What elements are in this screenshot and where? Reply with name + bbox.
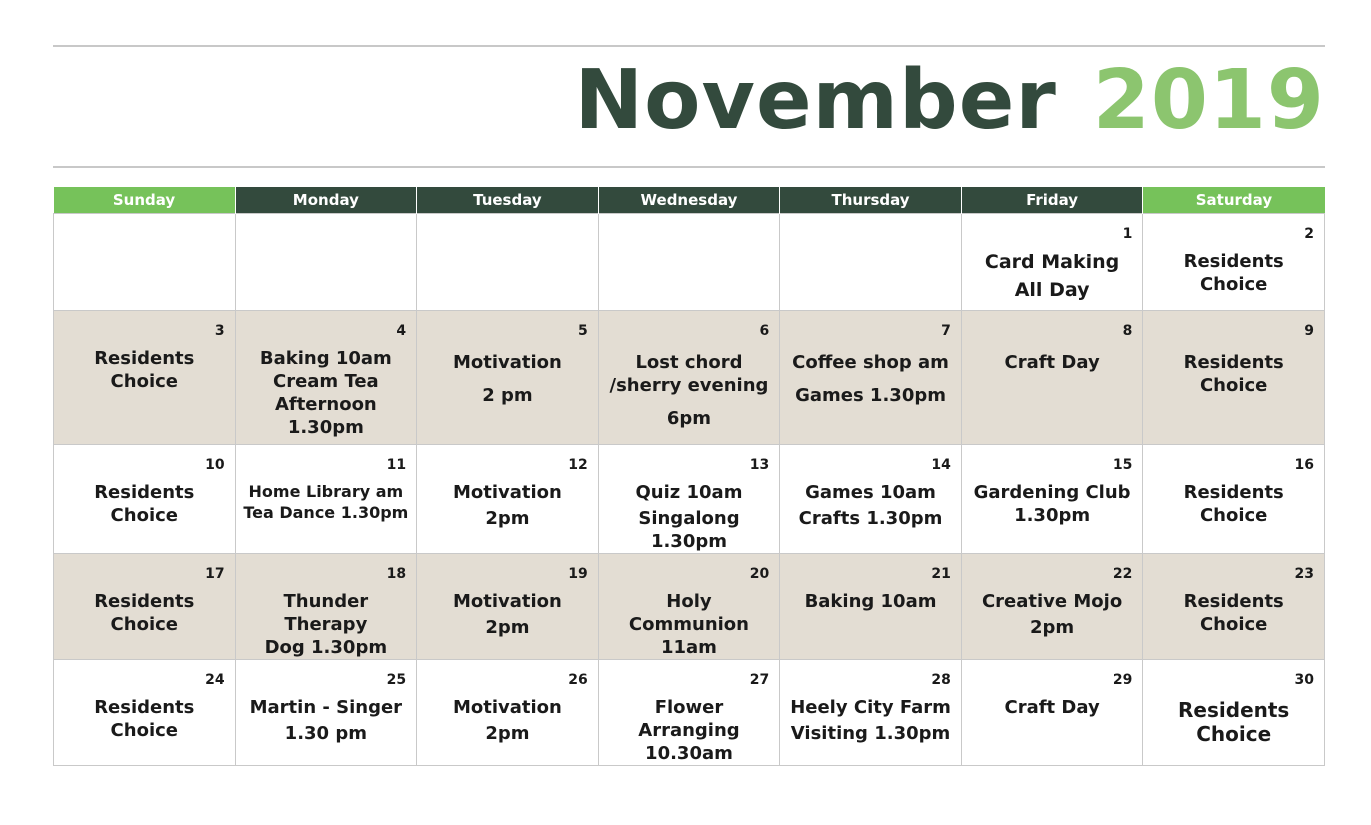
day-events xyxy=(1143,698,1324,746)
event-line: Residents Choice xyxy=(94,591,195,635)
day-events xyxy=(417,481,598,530)
day-events xyxy=(780,481,961,530)
day-events xyxy=(780,351,961,407)
day-number: 23 xyxy=(1294,566,1314,582)
event-line: Coffee shop am xyxy=(792,352,949,373)
event-line: Residents Choice xyxy=(1183,482,1284,526)
day-number: 4 xyxy=(396,323,407,339)
event-line: Baking 10am xyxy=(259,348,392,369)
event-line: /sherry evening xyxy=(609,375,769,396)
day-cell-28 xyxy=(780,660,962,766)
event-line: Cream Tea xyxy=(272,371,379,392)
day-cell-14 xyxy=(780,445,962,554)
day-cell-29 xyxy=(961,660,1143,766)
event-line: Games 1.30pm xyxy=(795,385,946,406)
day-events xyxy=(417,696,598,745)
title-year: 2019 xyxy=(1092,53,1325,148)
day-cell-empty xyxy=(598,214,780,311)
day-cell-21 xyxy=(780,554,962,660)
event-line: Motivation xyxy=(452,591,562,612)
bottom-rule xyxy=(53,166,1325,168)
day-events xyxy=(962,590,1143,639)
day-cell-3 xyxy=(54,311,236,445)
day-events xyxy=(236,696,417,745)
weekday-friday: Friday xyxy=(961,187,1143,214)
day-events xyxy=(1143,351,1324,397)
day-number: 13 xyxy=(749,457,770,473)
day-cell-2 xyxy=(1143,214,1325,311)
day-events xyxy=(599,351,780,430)
event-line: 1.30pm xyxy=(1014,505,1091,526)
event-line: 2 pm xyxy=(482,385,533,406)
day-cell-22 xyxy=(961,554,1143,660)
day-number: 17 xyxy=(205,566,225,582)
day-number: 10 xyxy=(205,457,225,473)
event-line: All Day xyxy=(1014,279,1090,301)
event-line: Afternoon xyxy=(274,394,377,415)
day-cell-8 xyxy=(961,311,1143,445)
weekday-monday: Monday xyxy=(235,187,417,214)
event-line: Crafts 1.30pm xyxy=(798,508,943,529)
day-number: 16 xyxy=(1294,457,1314,473)
event-line: Tea Dance 1.30pm xyxy=(243,503,409,522)
day-number: 6 xyxy=(759,323,770,339)
day-cell-11 xyxy=(235,445,417,554)
event-line: 2pm xyxy=(485,508,530,529)
event-line: Residents Choice xyxy=(1183,352,1284,396)
day-events xyxy=(54,696,235,742)
event-line: Card Making xyxy=(984,251,1120,273)
day-number: 1 xyxy=(1122,226,1133,242)
calendar-title xyxy=(574,53,1325,148)
event-line: Motivation xyxy=(452,697,562,718)
event-line: 1.30pm xyxy=(287,417,364,438)
event-line: Motivation xyxy=(452,352,562,373)
day-number: 2 xyxy=(1304,226,1314,242)
event-line: Heely City Farm xyxy=(790,697,951,718)
event-line: Residents Choice xyxy=(1183,251,1284,295)
day-cell-7 xyxy=(780,311,962,445)
event-line: Choice xyxy=(1196,722,1272,746)
day-number: 5 xyxy=(577,323,588,339)
event-line: Martin - Singer xyxy=(249,697,403,718)
day-events xyxy=(599,481,780,553)
event-line: Creative Mojo xyxy=(981,591,1123,612)
day-number: 28 xyxy=(931,672,951,688)
day-cell-9 xyxy=(1143,311,1325,445)
event-line: 2pm xyxy=(1030,617,1075,638)
day-events xyxy=(236,481,417,523)
title-month: November xyxy=(574,53,1057,148)
day-cell-5 xyxy=(417,311,599,445)
day-number: 24 xyxy=(205,672,225,688)
day-cell-empty xyxy=(417,214,599,311)
day-events xyxy=(962,696,1143,719)
week-row xyxy=(54,660,1325,766)
event-line: Craft Day xyxy=(1004,697,1100,718)
day-cell-18 xyxy=(235,554,417,660)
day-number: 30 xyxy=(1294,672,1314,688)
day-events xyxy=(780,696,961,745)
event-line: Visiting 1.30pm xyxy=(790,723,951,744)
day-number: 7 xyxy=(941,323,951,339)
weekday-saturday: Saturday xyxy=(1143,187,1325,214)
event-line: Home Library am xyxy=(248,482,404,501)
day-cell-17 xyxy=(54,554,236,660)
day-events xyxy=(417,351,598,407)
day-cell-23 xyxy=(1143,554,1325,660)
day-number: 27 xyxy=(749,672,770,688)
event-line: Gardening Club xyxy=(973,482,1131,503)
event-line: Quiz 10am xyxy=(635,482,743,503)
event-line: Lost chord xyxy=(635,352,743,373)
day-number: 8 xyxy=(1122,323,1133,339)
day-cell-19 xyxy=(417,554,599,660)
day-cell-6 xyxy=(598,311,780,445)
day-number: 25 xyxy=(386,672,407,688)
week-row xyxy=(54,311,1325,445)
day-number: 9 xyxy=(1304,323,1314,339)
day-events xyxy=(599,590,780,659)
week-row xyxy=(54,554,1325,660)
day-cell-empty xyxy=(54,214,236,311)
calendar-grid xyxy=(53,187,1325,766)
day-cell-1 xyxy=(961,214,1143,311)
day-number: 15 xyxy=(1112,457,1133,473)
event-line: Residents Choice xyxy=(94,348,195,392)
event-line: Residents Choice xyxy=(1183,591,1284,635)
weekday-wednesday: Wednesday xyxy=(598,187,780,214)
event-line: 6pm xyxy=(666,408,712,429)
day-number: 14 xyxy=(931,457,951,473)
day-events xyxy=(54,590,235,636)
day-number: 11 xyxy=(386,457,407,473)
day-events xyxy=(1143,250,1324,296)
day-number: 19 xyxy=(568,566,588,582)
day-cell-empty xyxy=(235,214,417,311)
day-events xyxy=(962,248,1143,304)
day-cell-13 xyxy=(598,445,780,554)
day-events xyxy=(599,696,780,765)
day-events xyxy=(1143,590,1324,636)
day-events xyxy=(962,351,1143,374)
day-cell-30 xyxy=(1143,660,1325,766)
day-number: 29 xyxy=(1112,672,1133,688)
weekday-sunday: Sunday xyxy=(54,187,236,214)
day-cell-4 xyxy=(235,311,417,445)
event-line: Flower Arranging xyxy=(638,697,740,741)
day-number: 21 xyxy=(931,566,951,582)
event-line: Motivation xyxy=(452,482,562,503)
day-number: 18 xyxy=(386,566,407,582)
event-line: 2pm xyxy=(485,617,530,638)
day-events xyxy=(236,347,417,439)
weekday-tuesday: Tuesday xyxy=(417,187,599,214)
day-cell-24 xyxy=(54,660,236,766)
event-line: Games 10am xyxy=(805,482,936,503)
event-line: Residents xyxy=(1178,698,1290,722)
event-line: Baking 10am xyxy=(804,591,937,612)
day-cell-10 xyxy=(54,445,236,554)
week-row xyxy=(54,445,1325,554)
event-line: 1.30 pm xyxy=(284,723,367,744)
top-rule xyxy=(53,45,1325,47)
week-row xyxy=(54,214,1325,311)
day-cell-27 xyxy=(598,660,780,766)
weekday-thursday: Thursday xyxy=(780,187,962,214)
day-number: 26 xyxy=(568,672,588,688)
day-events xyxy=(54,347,235,393)
day-events xyxy=(236,590,417,659)
event-line: Holy Communion xyxy=(628,591,749,635)
day-events xyxy=(780,590,961,613)
day-events xyxy=(1143,481,1324,527)
event-line: Residents Choice xyxy=(94,482,195,526)
day-cell-12 xyxy=(417,445,599,554)
day-cell-empty xyxy=(780,214,962,311)
event-line: Residents Choice xyxy=(94,697,195,741)
day-cell-16 xyxy=(1143,445,1325,554)
day-number: 3 xyxy=(214,323,225,339)
day-events xyxy=(417,590,598,639)
day-number: 22 xyxy=(1112,566,1133,582)
event-line: 10.30am xyxy=(645,743,733,764)
day-number: 20 xyxy=(749,566,770,582)
event-line: Craft Day xyxy=(1004,352,1100,373)
day-cell-25 xyxy=(235,660,417,766)
weekday-header-row xyxy=(54,187,1325,214)
event-line: 11am xyxy=(660,637,717,658)
day-events xyxy=(54,481,235,527)
day-number: 12 xyxy=(568,457,588,473)
day-cell-15 xyxy=(961,445,1143,554)
day-events xyxy=(962,481,1143,527)
day-cell-26 xyxy=(417,660,599,766)
event-line: 2pm xyxy=(485,723,530,744)
event-line: Dog 1.30pm xyxy=(264,637,388,658)
event-line: Thunder Therapy xyxy=(283,591,369,635)
event-line: Singalong 1.30pm xyxy=(638,508,740,552)
day-cell-20 xyxy=(598,554,780,660)
